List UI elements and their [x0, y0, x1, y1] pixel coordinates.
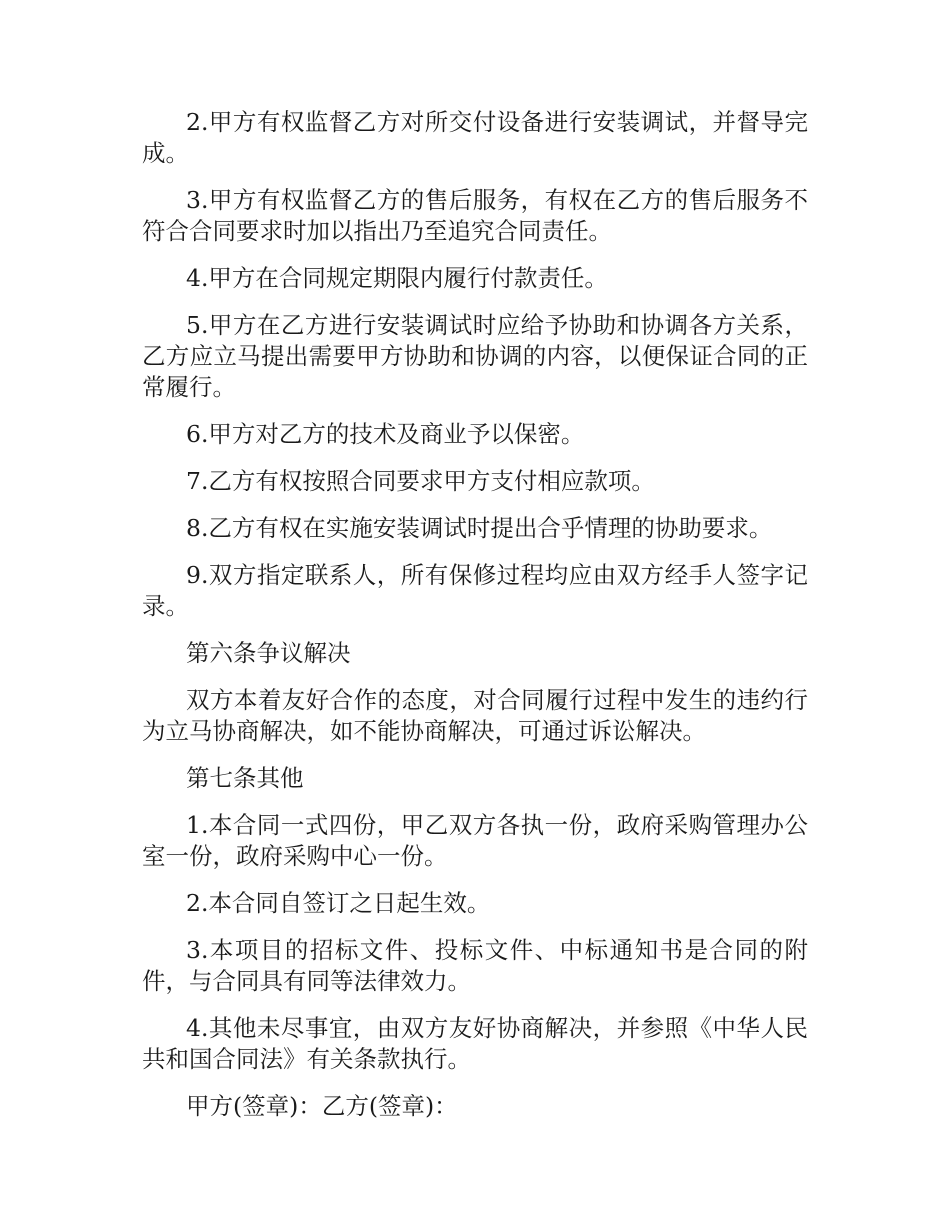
article-6-heading: 第六条争议解决 [186, 639, 351, 667]
article-7-heading: 第七条其他 [186, 764, 304, 792]
clause-4-payment-duty: 4.甲方在合同规定期限内履行付款责任。 [186, 264, 608, 292]
clause-9-contact-persons: 9.双方指定联系人，所有保修过程均应由双方经手人签字记录。 [142, 561, 808, 620]
clause-2-supervise-installation: 2.甲方有权监督乙方对所交付设备进行安装调试，并督导完成。 [142, 108, 808, 167]
clause-7-payment-request: 7.乙方有权按照合同要求甲方支付相应款项。 [186, 467, 655, 495]
clause-8-assistance-request: 8.乙方有权在实施安装调试时提出合乎情理的协助要求。 [186, 514, 773, 542]
article-6-body: 双方本着友好合作的态度，对合同履行过程中发生的违约行为立马协商解决，如不能协商解决，可通过诉讼解决。 [142, 686, 808, 745]
clause-5-assistance-coordination: 5.甲方在乙方进行安装调试时应给予协助和协调各方关系，乙方应立马提出需要甲方协助和协调的内容，以便保证合同的正常履行。 [142, 311, 808, 401]
article-7-clause-1: 1.本合同一式四份，甲乙双方各执一份，政府采购管理办公室一份，政府采购中心一份。 [142, 811, 808, 870]
signature-line: 甲方(签章)：乙方(签章)： [186, 1092, 458, 1120]
article-7-clause-3: 3.本项目的招标文件、投标文件、中标通知书是合同的附件，与合同具有同等法律效力。 [142, 936, 808, 995]
article-7-clause-4: 4.其他未尽事宜，由双方友好协商解决，并参照《中华人民共和国合同法》有关条款执行。 [142, 1014, 808, 1073]
clause-6-confidentiality: 6.甲方对乙方的技术及商业予以保密。 [186, 420, 585, 448]
article-7-clause-2: 2.本合同自签订之日起生效。 [186, 889, 491, 917]
clause-3-supervise-after-sales: 3.甲方有权监督乙方的售后服务，有权在乙方的售后服务不符合合同要求时加以指出乃至追究合同责任。 [142, 186, 808, 245]
